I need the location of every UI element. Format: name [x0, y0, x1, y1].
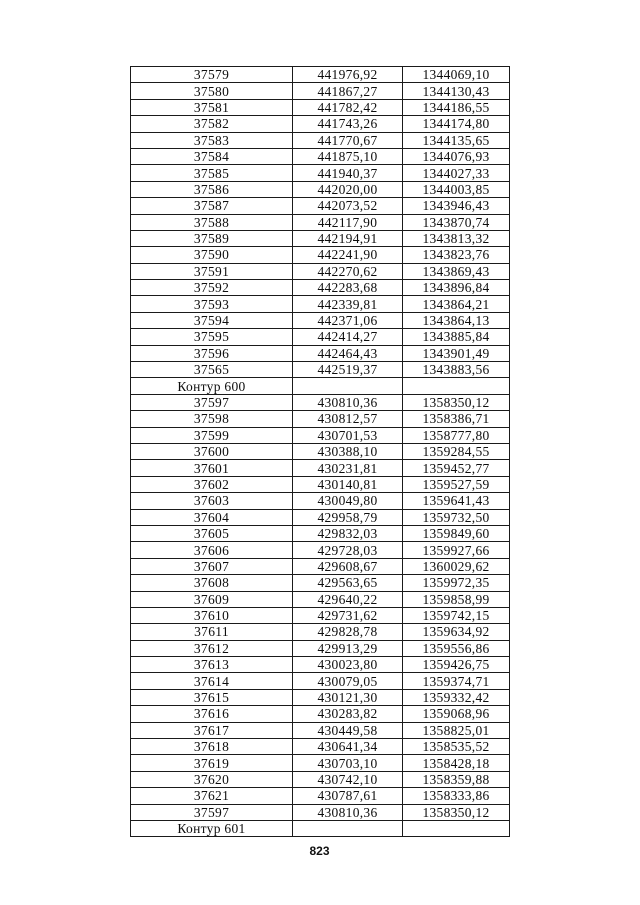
point-row	[131, 329, 510, 345]
point-row	[131, 755, 510, 771]
y-coordinate-cell: 1359527,59	[403, 476, 510, 492]
point-id-cell: 37588	[131, 214, 293, 230]
point-id-cell: 37603	[131, 493, 293, 509]
y-coordinate-cell: 1343901,49	[403, 345, 510, 361]
point-row	[131, 181, 510, 197]
point-id-cell: 37595	[131, 329, 293, 345]
point-id-cell: 37613	[131, 657, 293, 673]
y-coordinate-cell: 1359641,43	[403, 493, 510, 509]
point-id-cell: 37606	[131, 542, 293, 558]
point-row	[131, 214, 510, 230]
point-row	[131, 296, 510, 312]
y-coordinate-cell: 1344076,93	[403, 148, 510, 164]
point-row	[131, 132, 510, 148]
x-coordinate-cell: 429958,79	[293, 509, 403, 525]
x-coordinate-cell: 430449,58	[293, 722, 403, 738]
x-coordinate-cell: 441875,10	[293, 148, 403, 164]
x-coordinate-cell: 442020,00	[293, 181, 403, 197]
point-id-cell: 37618	[131, 739, 293, 755]
point-id-cell: 37607	[131, 558, 293, 574]
y-coordinate-cell: 1344069,10	[403, 67, 510, 83]
x-coordinate-cell: 429731,62	[293, 607, 403, 623]
contour-section-row	[131, 820, 510, 836]
x-coordinate-cell: 441770,67	[293, 132, 403, 148]
y-coordinate-cell: 1358350,12	[403, 804, 510, 820]
x-coordinate-cell: 442519,37	[293, 362, 403, 378]
x-coordinate-cell: 429832,03	[293, 525, 403, 541]
contour-section-row	[131, 378, 510, 394]
point-id-cell: 37590	[131, 247, 293, 263]
x-coordinate-cell: 430812,57	[293, 411, 403, 427]
y-coordinate-cell: 1343813,32	[403, 230, 510, 246]
point-row	[131, 525, 510, 541]
point-id-cell: 37594	[131, 312, 293, 328]
x-coordinate-cell: 430023,80	[293, 657, 403, 673]
x-coordinate-cell: 442414,27	[293, 329, 403, 345]
point-row	[131, 148, 510, 164]
x-coordinate-cell: 430701,53	[293, 427, 403, 443]
point-id-cell: 37591	[131, 263, 293, 279]
point-row	[131, 771, 510, 787]
point-row	[131, 640, 510, 656]
point-id-cell: 37586	[131, 181, 293, 197]
point-id-cell: 37579	[131, 67, 293, 83]
coordinates-table	[130, 66, 510, 837]
point-row	[131, 542, 510, 558]
x-coordinate-cell: 430810,36	[293, 804, 403, 820]
y-coordinate-cell: 1358825,01	[403, 722, 510, 738]
point-id-cell: 37581	[131, 99, 293, 115]
point-row	[131, 476, 510, 492]
x-coordinate-cell: 442270,62	[293, 263, 403, 279]
point-id-cell: 37596	[131, 345, 293, 361]
x-coordinate-cell: 430641,34	[293, 739, 403, 755]
point-id-cell: 37601	[131, 460, 293, 476]
x-coordinate-cell: 429608,67	[293, 558, 403, 574]
point-id-cell: 37617	[131, 722, 293, 738]
x-coordinate-cell: 430140,81	[293, 476, 403, 492]
y-coordinate-cell: 1359374,71	[403, 673, 510, 689]
point-id-cell: 37609	[131, 591, 293, 607]
y-coordinate-cell: 1359849,60	[403, 525, 510, 541]
y-coordinate-cell: 1343885,84	[403, 329, 510, 345]
point-row	[131, 804, 510, 820]
point-row	[131, 83, 510, 99]
x-coordinate-cell	[293, 378, 403, 394]
x-coordinate-cell: 441940,37	[293, 165, 403, 181]
point-row	[131, 788, 510, 804]
point-id-cell: 37614	[131, 673, 293, 689]
point-id-cell: 37585	[131, 165, 293, 181]
table-body	[131, 67, 510, 837]
point-row	[131, 558, 510, 574]
point-id-cell: 37612	[131, 640, 293, 656]
y-coordinate-cell: 1359332,42	[403, 689, 510, 705]
y-coordinate-cell: 1343946,43	[403, 198, 510, 214]
y-coordinate-cell: 1343864,21	[403, 296, 510, 312]
y-coordinate-cell	[403, 378, 510, 394]
point-row	[131, 624, 510, 640]
y-coordinate-cell: 1344186,55	[403, 99, 510, 115]
point-row	[131, 67, 510, 83]
point-row	[131, 99, 510, 115]
point-row	[131, 411, 510, 427]
point-row	[131, 509, 510, 525]
x-coordinate-cell	[293, 820, 403, 836]
x-coordinate-cell: 442283,68	[293, 280, 403, 296]
point-row	[131, 722, 510, 738]
y-coordinate-cell: 1359068,96	[403, 706, 510, 722]
y-coordinate-cell: 1343870,74	[403, 214, 510, 230]
y-coordinate-cell: 1358386,71	[403, 411, 510, 427]
x-coordinate-cell: 430079,05	[293, 673, 403, 689]
point-row	[131, 493, 510, 509]
point-id-cell: 37593	[131, 296, 293, 312]
y-coordinate-cell: 1359858,99	[403, 591, 510, 607]
point-id-cell: 37620	[131, 771, 293, 787]
contour-label-cell: Контур 601	[131, 820, 293, 836]
point-row	[131, 673, 510, 689]
point-id-cell: 37602	[131, 476, 293, 492]
point-row	[131, 591, 510, 607]
x-coordinate-cell: 430121,30	[293, 689, 403, 705]
x-coordinate-cell: 442073,52	[293, 198, 403, 214]
point-id-cell: 37584	[131, 148, 293, 164]
point-id-cell: 37597	[131, 394, 293, 410]
x-coordinate-cell: 442194,91	[293, 230, 403, 246]
point-id-cell: 37619	[131, 755, 293, 771]
x-coordinate-cell: 430231,81	[293, 460, 403, 476]
y-coordinate-cell: 1359972,35	[403, 575, 510, 591]
y-coordinate-cell: 1344003,85	[403, 181, 510, 197]
y-coordinate-cell: 1344027,33	[403, 165, 510, 181]
y-coordinate-cell	[403, 820, 510, 836]
x-coordinate-cell: 430742,10	[293, 771, 403, 787]
x-coordinate-cell: 441867,27	[293, 83, 403, 99]
x-coordinate-cell: 442117,90	[293, 214, 403, 230]
y-coordinate-cell: 1359927,66	[403, 542, 510, 558]
point-id-cell: 37610	[131, 607, 293, 623]
y-coordinate-cell: 1360029,62	[403, 558, 510, 574]
y-coordinate-cell: 1359284,55	[403, 443, 510, 459]
y-coordinate-cell: 1358333,86	[403, 788, 510, 804]
x-coordinate-cell: 430283,82	[293, 706, 403, 722]
y-coordinate-cell: 1358428,18	[403, 755, 510, 771]
point-row	[131, 345, 510, 361]
x-coordinate-cell: 429913,29	[293, 640, 403, 656]
y-coordinate-cell: 1359556,86	[403, 640, 510, 656]
point-row	[131, 427, 510, 443]
contour-label-cell: Контур 600	[131, 378, 293, 394]
point-row	[131, 312, 510, 328]
x-coordinate-cell: 429728,03	[293, 542, 403, 558]
x-coordinate-cell: 441976,92	[293, 67, 403, 83]
point-row	[131, 116, 510, 132]
point-id-cell: 37580	[131, 83, 293, 99]
point-id-cell: 37583	[131, 132, 293, 148]
point-row	[131, 230, 510, 246]
point-row	[131, 198, 510, 214]
y-coordinate-cell: 1359452,77	[403, 460, 510, 476]
point-row	[131, 657, 510, 673]
point-row	[131, 706, 510, 722]
x-coordinate-cell: 430703,10	[293, 755, 403, 771]
point-id-cell: 37611	[131, 624, 293, 640]
point-id-cell: 37604	[131, 509, 293, 525]
y-coordinate-cell: 1359426,75	[403, 657, 510, 673]
point-row	[131, 443, 510, 459]
x-coordinate-cell: 429828,78	[293, 624, 403, 640]
point-row	[131, 394, 510, 410]
point-row	[131, 739, 510, 755]
x-coordinate-cell: 442464,43	[293, 345, 403, 361]
point-row	[131, 460, 510, 476]
y-coordinate-cell: 1344135,65	[403, 132, 510, 148]
point-row	[131, 263, 510, 279]
point-id-cell: 37608	[131, 575, 293, 591]
point-id-cell: 37565	[131, 362, 293, 378]
y-coordinate-cell: 1359742,15	[403, 607, 510, 623]
point-row	[131, 575, 510, 591]
y-coordinate-cell: 1359732,50	[403, 509, 510, 525]
y-coordinate-cell: 1343869,43	[403, 263, 510, 279]
point-id-cell: 37598	[131, 411, 293, 427]
x-coordinate-cell: 429563,65	[293, 575, 403, 591]
point-row	[131, 689, 510, 705]
point-id-cell: 37597	[131, 804, 293, 820]
y-coordinate-cell: 1343823,76	[403, 247, 510, 263]
point-row	[131, 247, 510, 263]
x-coordinate-cell: 430388,10	[293, 443, 403, 459]
y-coordinate-cell: 1343864,13	[403, 312, 510, 328]
y-coordinate-cell: 1358535,52	[403, 739, 510, 755]
point-id-cell: 37587	[131, 198, 293, 214]
y-coordinate-cell: 1358359,88	[403, 771, 510, 787]
x-coordinate-cell: 430049,80	[293, 493, 403, 509]
point-id-cell: 37592	[131, 280, 293, 296]
point-row	[131, 280, 510, 296]
x-coordinate-cell: 442241,90	[293, 247, 403, 263]
point-id-cell: 37600	[131, 443, 293, 459]
point-id-cell: 37616	[131, 706, 293, 722]
point-row	[131, 607, 510, 623]
point-id-cell: 37605	[131, 525, 293, 541]
y-coordinate-cell: 1358350,12	[403, 394, 510, 410]
x-coordinate-cell: 429640,22	[293, 591, 403, 607]
x-coordinate-cell: 442339,81	[293, 296, 403, 312]
y-coordinate-cell: 1359634,92	[403, 624, 510, 640]
y-coordinate-cell: 1343896,84	[403, 280, 510, 296]
y-coordinate-cell: 1343883,56	[403, 362, 510, 378]
point-id-cell: 37621	[131, 788, 293, 804]
point-id-cell: 37582	[131, 116, 293, 132]
point-id-cell: 37589	[131, 230, 293, 246]
y-coordinate-cell: 1344174,80	[403, 116, 510, 132]
y-coordinate-cell: 1344130,43	[403, 83, 510, 99]
x-coordinate-cell: 441782,42	[293, 99, 403, 115]
point-row	[131, 362, 510, 378]
point-row	[131, 165, 510, 181]
x-coordinate-cell: 430787,61	[293, 788, 403, 804]
x-coordinate-cell: 430810,36	[293, 394, 403, 410]
page-number: 823	[309, 844, 330, 858]
x-coordinate-cell: 441743,26	[293, 116, 403, 132]
point-id-cell: 37615	[131, 689, 293, 705]
y-coordinate-cell: 1358777,80	[403, 427, 510, 443]
x-coordinate-cell: 442371,06	[293, 312, 403, 328]
point-id-cell: 37599	[131, 427, 293, 443]
